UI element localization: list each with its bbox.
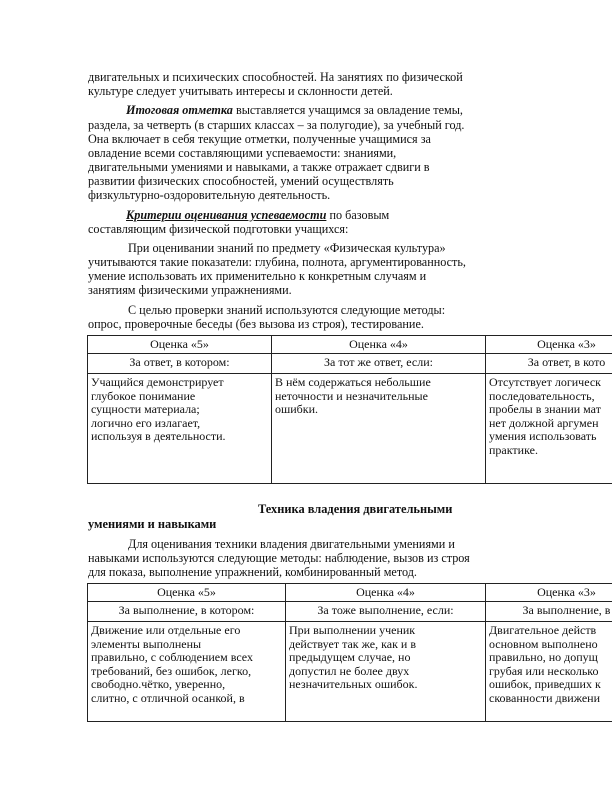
- knowledge-line: учитываются такие показатели: глубина, полнота, аргументированность,: [88, 255, 466, 269]
- table-cell: [272, 374, 486, 484]
- criteria-lead: Критерии оценивания успеваемости: [126, 208, 327, 222]
- table-cell: [486, 622, 612, 722]
- criteria-line: составляющим физической подготовки учащихся:: [88, 222, 349, 236]
- technique-grading-table: [87, 583, 612, 722]
- table-header-cell: Оценка «3»: [486, 584, 612, 602]
- table-cell: [88, 374, 272, 484]
- cell-line: используя в деятельности.: [91, 429, 226, 444]
- cell-line: Двигательное действ: [489, 623, 597, 637]
- final-grade-line: двигательными умениями и навыками, а также отражает сдвиги в: [88, 160, 430, 174]
- cell-line: слитно, с отличной осанкой, в: [91, 690, 245, 705]
- table-header-cell: Оценка «5»: [88, 336, 272, 354]
- cell-line: Отсутствует логическ: [489, 375, 602, 389]
- cell-line: предыдущем случае, но: [289, 650, 411, 665]
- table-header-row: [88, 584, 612, 602]
- cell-line: глубокое понимание: [91, 388, 196, 403]
- criteria-first-rest: по базовым: [326, 208, 390, 222]
- table-header-row: [88, 336, 612, 354]
- final-grade-line: развитии физических способностей, умений осуществлять: [88, 174, 394, 188]
- final-grade-first-line: [126, 103, 463, 117]
- knowledge-line: занятиям физическими упражнениями.: [88, 283, 292, 297]
- table-header-cell: Оценка «4»: [272, 336, 486, 354]
- table-cell: [88, 622, 286, 722]
- final-grade-first-rest: выставляется учащимся за овладение темы,: [232, 103, 463, 117]
- intro-line-2: культуре следует учитывать интересы и склонности детей.: [88, 84, 393, 98]
- table-cell: [286, 622, 486, 722]
- cell-line: Движение или отдельные его: [91, 623, 241, 637]
- intro-line-1: двигательных и психических способностей. На занятиях по физической: [88, 70, 463, 84]
- table-subheader-row: [88, 602, 612, 622]
- cell-line: ошибки.: [275, 402, 319, 417]
- cell-line: При выполнении ученик: [289, 623, 416, 637]
- cell-line: допустил не более двух: [289, 663, 410, 678]
- table-subheader-cell: За выполнение, в котором:: [88, 602, 286, 622]
- technique-first-line: Для оценивания техники владения двигательными умениями и: [128, 537, 455, 551]
- final-grade-line: Она включает в себя текущие отметки, полученные учащимися за: [88, 132, 431, 146]
- cell-line: Учащийся демонстрирует: [91, 375, 224, 389]
- cell-line: незначительных ошибок.: [289, 677, 418, 692]
- table-subheader-cell: За тоже выполнение, если:: [286, 602, 486, 622]
- methods-line: опрос, проверочные беседы (без вызова из строя), тестирование.: [88, 317, 424, 331]
- technique-heading-line-2: умениями и навыками: [88, 517, 217, 531]
- knowledge-line: умение использовать их применительно к конкретным случаям и: [88, 269, 427, 283]
- cell-line: правильно, но допущ: [489, 650, 598, 665]
- cell-line: умения использовать: [489, 429, 597, 444]
- cell-line: неточности и незначительные: [275, 388, 428, 403]
- table-subheader-row: [88, 354, 612, 374]
- final-grade-line: овладение всеми составляющими успеваемости: знаниями,: [88, 146, 397, 160]
- cell-line: свободно.чётко, уверенно,: [91, 677, 226, 692]
- methods-first-line: С целью проверки знаний используются следующие методы:: [128, 303, 446, 317]
- cell-line: требований, без ошибок, легко,: [91, 663, 252, 678]
- cell-line: действует так же, как и в: [289, 636, 416, 651]
- table-subheader-cell: За ответ, в котором:: [88, 354, 272, 374]
- cell-line: пробелы в знании мат: [489, 402, 601, 417]
- final-grade-line: раздела, за четверть (в старших классах – за полугодие), за учебный год.: [88, 118, 465, 132]
- cell-line: сущности материала;: [91, 402, 200, 417]
- table-cell: [486, 374, 612, 484]
- cell-line: нет должной аргумен: [489, 415, 599, 430]
- knowledge-grading-table: [87, 335, 612, 484]
- criteria-first-line: [126, 208, 389, 222]
- cell-line: основном выполнено: [489, 636, 598, 651]
- final-grade-lead: Итоговая отметка: [126, 103, 233, 117]
- table-subheader-cell: За ответ, в кото: [486, 354, 612, 374]
- technique-heading-line-1: Техника владения двигательными: [258, 502, 453, 516]
- table-header-cell: Оценка «4»: [286, 584, 486, 602]
- cell-line: грубая или несколько: [489, 663, 599, 678]
- cell-line: элементы выполнены: [91, 636, 202, 651]
- cell-line: последовательность,: [489, 388, 595, 403]
- cell-line: В нём содержаться небольшие: [275, 375, 431, 389]
- table-header-cell: Оценка «3»: [486, 336, 612, 354]
- cell-line: ошибок, приведших к: [489, 677, 601, 692]
- table-header-cell: Оценка «5»: [88, 584, 286, 602]
- table-row: [88, 374, 612, 484]
- technique-line: навыками используются следующие методы: наблюдение, вызов из строя: [88, 551, 470, 565]
- cell-line: логично его излагает,: [91, 415, 201, 430]
- table-subheader-cell: За выполнение, в: [486, 602, 612, 622]
- final-grade-line: физкультурно-оздоровительную деятельность.: [88, 188, 331, 202]
- cell-line: практике.: [489, 442, 538, 457]
- knowledge-first-line: При оценивании знаний по предмету «Физическая культура»: [128, 241, 446, 255]
- table-subheader-cell: За тот же ответ, если:: [272, 354, 486, 374]
- table-row: [88, 622, 612, 722]
- cell-line: скованности движени: [489, 690, 601, 705]
- technique-line: для показа, выполнение упражнений, комбинированный метод.: [88, 565, 417, 579]
- cell-line: правильно, с соблюдением всех: [91, 650, 253, 665]
